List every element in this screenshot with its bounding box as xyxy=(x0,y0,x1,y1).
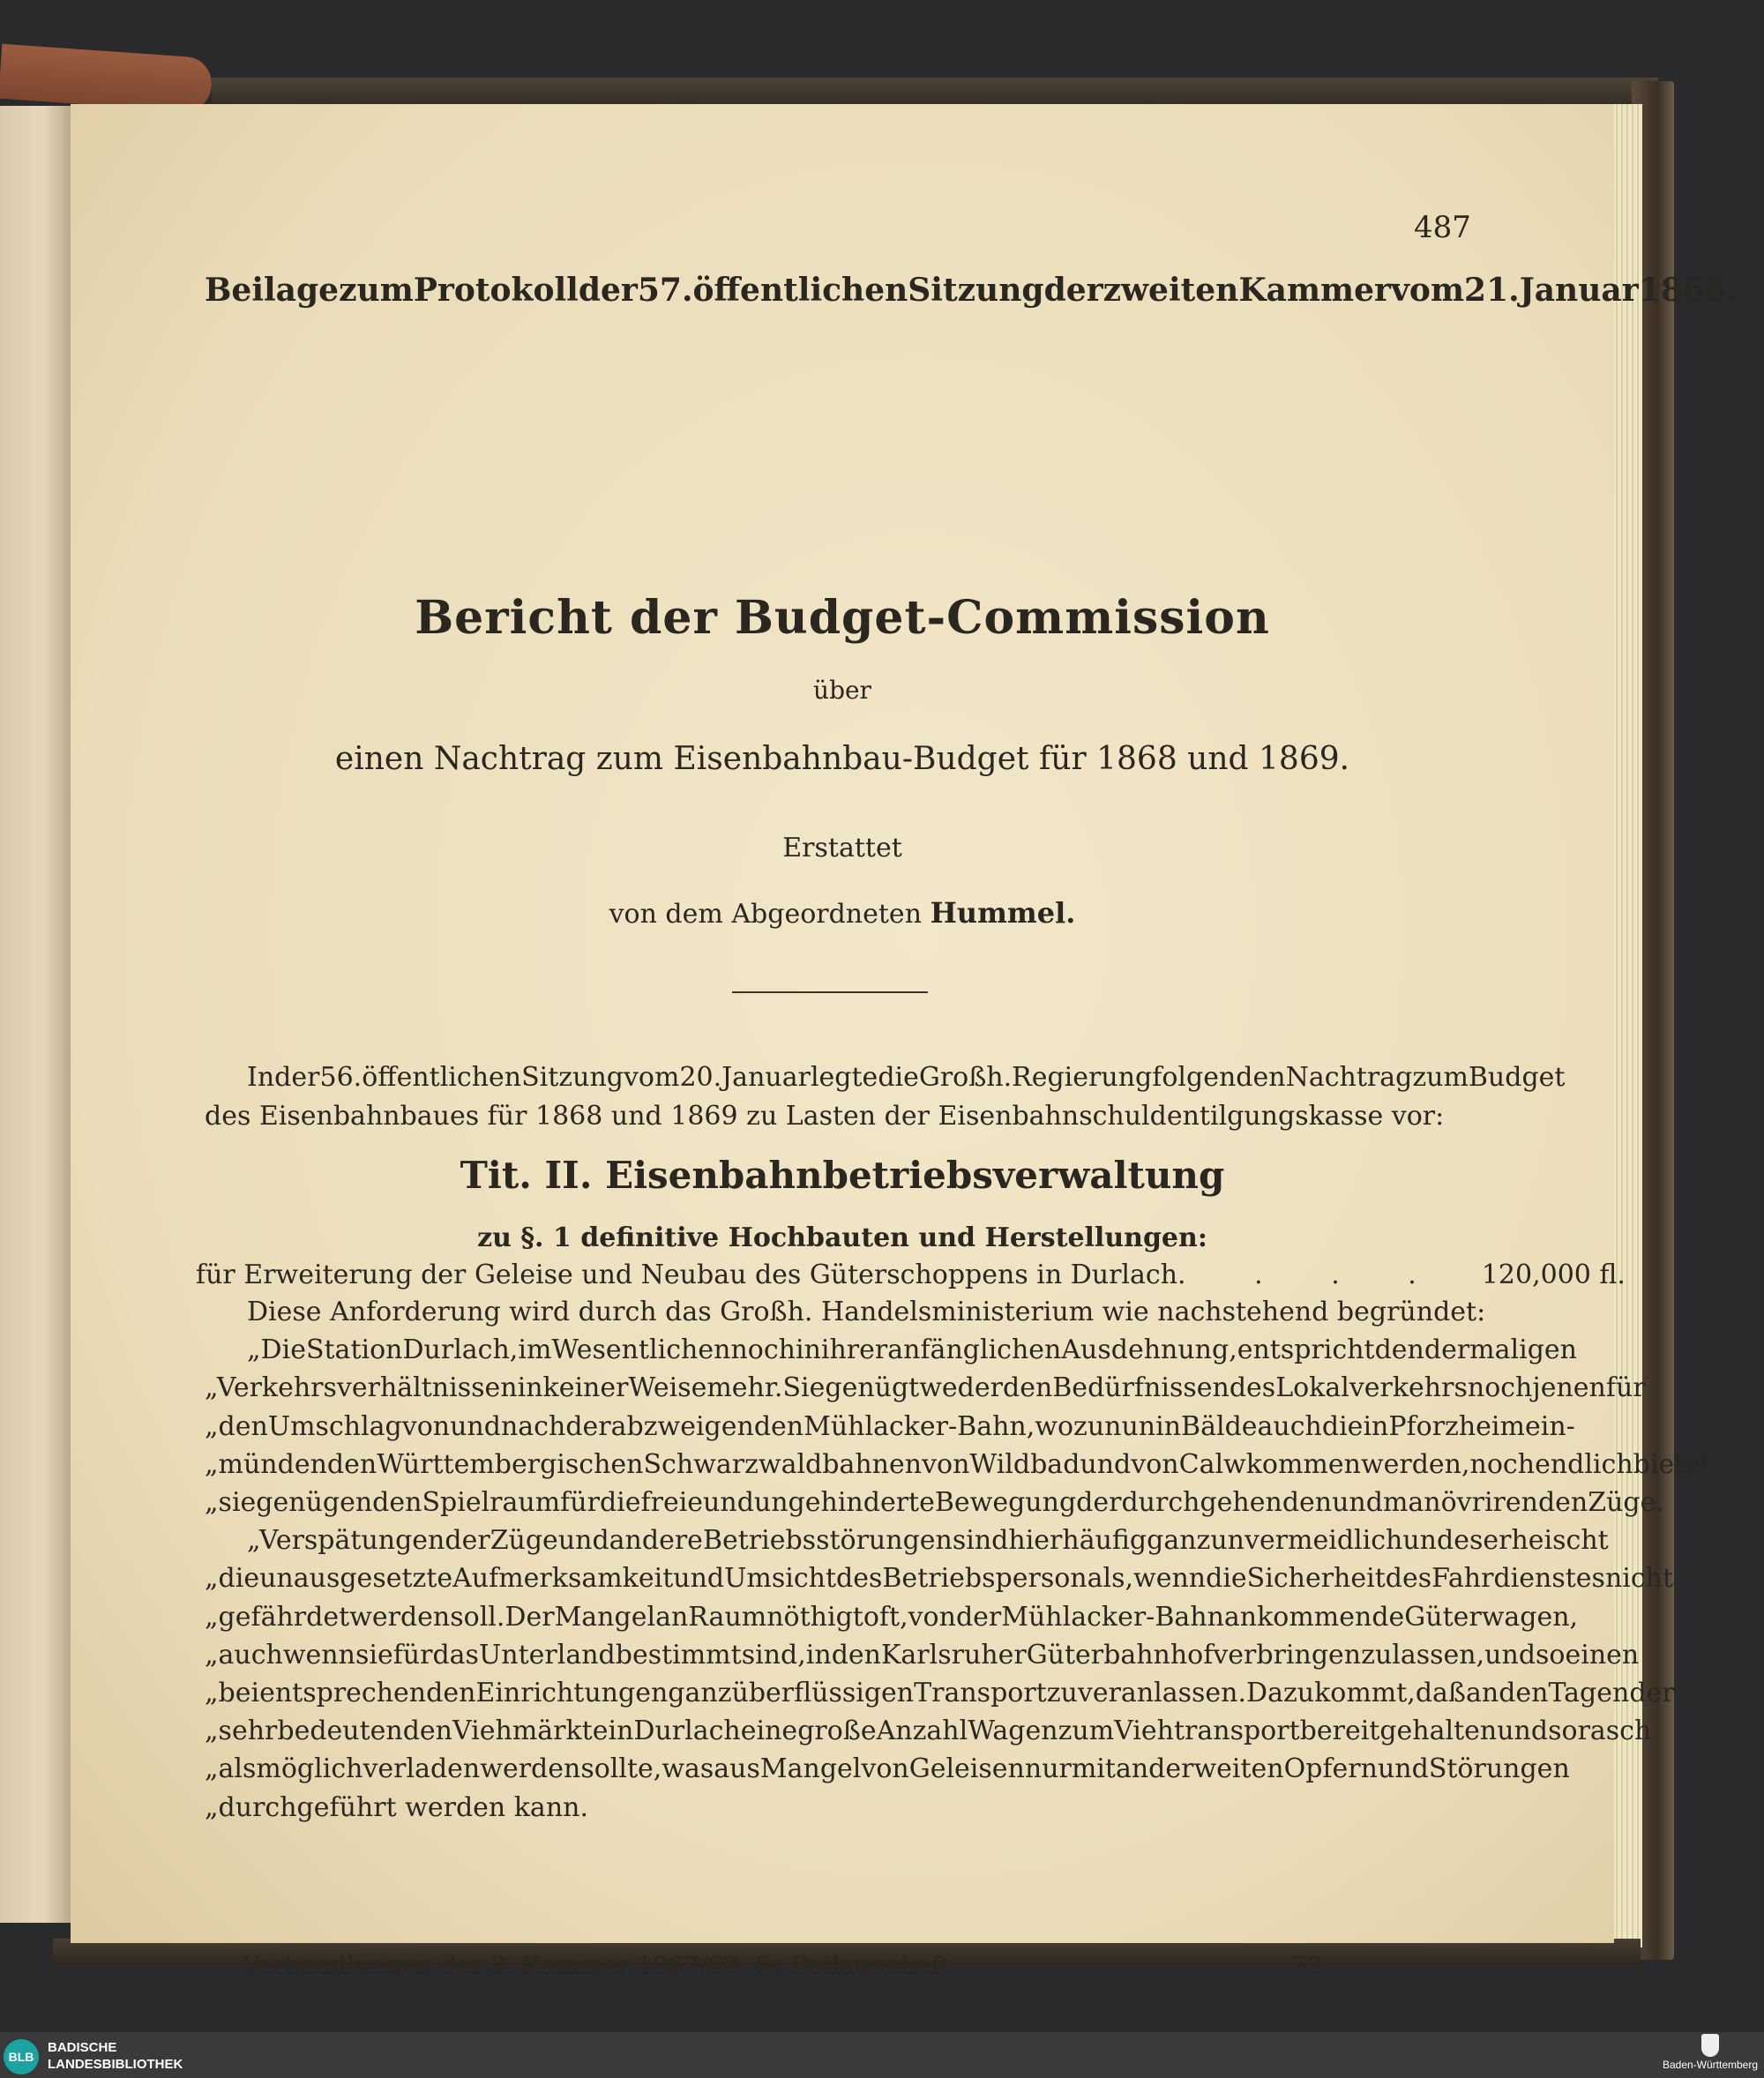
word: anderweiten xyxy=(1115,1753,1284,1785)
header-word: 57. xyxy=(637,272,693,309)
word: was xyxy=(662,1753,714,1785)
word: Geleisen xyxy=(908,1753,1025,1785)
line-text: des Eisenbahnbaues für 1868 und 1869 zu Lasten der Eisenbahnschuldentilgungskasse vor: xyxy=(205,1101,1445,1132)
word: 20. xyxy=(679,1062,722,1093)
word: „die xyxy=(205,1563,260,1595)
header-word: Beilage xyxy=(205,272,340,309)
word: Mangel xyxy=(554,1601,656,1633)
body-line xyxy=(247,1334,1577,1366)
word: „Die xyxy=(247,1334,306,1366)
body-line xyxy=(205,1372,1646,1404)
word: unausgesetzte xyxy=(259,1563,453,1595)
section-title: Tit. II. Eisenbahnbetriebsverwaltung xyxy=(460,1154,1225,1197)
intro-line-2 xyxy=(205,1101,1532,1132)
header-word: Januar xyxy=(1519,272,1639,309)
word: Württembergischen xyxy=(377,1448,644,1480)
word: zu xyxy=(1361,1639,1393,1671)
word: mit xyxy=(1071,1753,1116,1785)
word: zum xyxy=(1058,1715,1115,1747)
word: und xyxy=(450,1410,501,1442)
body-line xyxy=(205,1678,1675,1708)
body-line xyxy=(205,1410,1575,1442)
word: Durlach, xyxy=(402,1334,519,1366)
word: Wesentlichen xyxy=(551,1334,731,1366)
word: möglich xyxy=(256,1753,363,1785)
word: noch xyxy=(1467,1372,1533,1404)
word: „als xyxy=(205,1753,257,1785)
word: öffentlichen xyxy=(362,1062,522,1093)
word: nöthigt xyxy=(766,1601,863,1633)
word: legte xyxy=(810,1062,878,1093)
state-crest-icon xyxy=(1701,2034,1719,2057)
word: werden, xyxy=(1360,1448,1470,1480)
word: in xyxy=(805,1639,832,1671)
word: rasch xyxy=(1577,1715,1652,1747)
report-author-line xyxy=(71,896,1614,930)
word: von xyxy=(922,1448,970,1480)
word: von xyxy=(401,1410,451,1442)
word: Umschlag xyxy=(267,1410,402,1442)
word: verbringen xyxy=(1213,1639,1362,1671)
word: den xyxy=(831,1639,881,1671)
word: Unterland xyxy=(478,1639,616,1671)
word: Mühlacker-Bahn, xyxy=(804,1410,1035,1442)
word: „gefährdet xyxy=(205,1601,350,1633)
word: bereit xyxy=(1299,1715,1380,1747)
word: für xyxy=(392,1639,433,1671)
word: hier xyxy=(1008,1525,1063,1557)
item-dots: . . . . xyxy=(1177,1260,1446,1290)
word: anfänglichen xyxy=(887,1334,1062,1366)
word: Karlsruher xyxy=(880,1639,1027,1671)
word: Aufmerksamkeit xyxy=(452,1563,674,1595)
state-name: Baden-Württemberg xyxy=(1662,2059,1759,2071)
body-line xyxy=(205,1601,1579,1633)
line-text: Diese Anforderung wird durch das Großh. Handelsministerium wie nachstehend begründet: xyxy=(247,1297,1486,1327)
word: so xyxy=(1548,1715,1578,1747)
word: oft, xyxy=(863,1601,908,1633)
word: jenen xyxy=(1532,1372,1606,1404)
word: ihrer xyxy=(820,1334,888,1366)
word: Mangel xyxy=(759,1753,862,1785)
word: den xyxy=(1002,1372,1053,1404)
word: endlich xyxy=(1535,1448,1633,1480)
word: und xyxy=(703,1487,754,1518)
word: eine xyxy=(740,1715,798,1747)
word: Nachtrag xyxy=(1285,1062,1413,1093)
word: Ausdehnung, xyxy=(1061,1334,1237,1366)
word: kommt, xyxy=(1314,1678,1416,1708)
item-amount: 120,000 fl. xyxy=(1481,1260,1626,1290)
header-word: zum xyxy=(339,272,414,309)
intro-line-1 xyxy=(247,1062,1566,1093)
body-line xyxy=(247,1297,1532,1327)
word: nach xyxy=(500,1410,566,1442)
word: Züge xyxy=(490,1525,558,1557)
word: auch xyxy=(1257,1410,1322,1442)
word: nicht xyxy=(1604,1563,1674,1595)
word: „Verkehrsverhältnissen xyxy=(205,1372,518,1404)
word: für xyxy=(1605,1372,1646,1404)
word: in xyxy=(795,1334,821,1366)
report-subtitle: einen Nachtrag zum Eisenbahnbau-Budget für 1868 und 1869. xyxy=(334,741,1350,777)
word: Transport xyxy=(914,1678,1047,1708)
word: Betriebsstörungen xyxy=(702,1525,953,1557)
word: Station xyxy=(305,1334,403,1366)
word: kommen xyxy=(1245,1448,1361,1480)
word: daß xyxy=(1415,1678,1466,1708)
word: Budget xyxy=(1468,1062,1566,1093)
word: weder xyxy=(919,1372,1003,1404)
word: Sicherheit xyxy=(1246,1563,1386,1595)
library-name[interactable] xyxy=(48,2039,183,2073)
word: noch xyxy=(730,1334,796,1366)
word: werden xyxy=(349,1601,451,1633)
word: im xyxy=(518,1334,552,1366)
body-line xyxy=(205,1792,1532,1823)
word: werden xyxy=(480,1753,581,1785)
word: Fahrdienstes xyxy=(1431,1563,1605,1595)
word: und xyxy=(1080,1448,1132,1480)
section-subtitle: zu §. 1 definitive Hochbauten und Herstellungen: xyxy=(477,1222,1207,1253)
word: Anzahl xyxy=(876,1715,968,1747)
header-line xyxy=(205,272,1738,309)
word: „Verspätungen xyxy=(247,1525,445,1557)
word: Weise xyxy=(628,1372,707,1404)
word: ganz xyxy=(1147,1525,1211,1557)
body-line xyxy=(205,1448,1712,1480)
word: Der xyxy=(505,1601,555,1633)
word: Störungen xyxy=(1428,1753,1570,1785)
word: es xyxy=(1454,1525,1484,1557)
left-page-edge xyxy=(0,106,75,1923)
word: Bälde xyxy=(1181,1410,1258,1442)
word: des xyxy=(1229,1372,1276,1404)
word: und xyxy=(557,1525,609,1557)
word: ein- xyxy=(1524,1410,1575,1442)
word: Umsicht xyxy=(724,1563,837,1595)
word: manövrirenden xyxy=(1382,1487,1588,1518)
word: der xyxy=(955,1601,1002,1633)
word: Pforzheim xyxy=(1388,1410,1525,1442)
word: unvermeidlich xyxy=(1210,1525,1403,1557)
word: Großh. xyxy=(918,1062,1013,1093)
header-word: vom xyxy=(1391,272,1465,309)
word: Wagen xyxy=(968,1715,1058,1747)
item-label: für Erweiterung der Geleise und Neubau des Güterschoppens in Durlach xyxy=(196,1260,1178,1290)
word: in xyxy=(1363,1410,1389,1442)
body-line xyxy=(205,1715,1652,1747)
word: 56. xyxy=(319,1062,363,1093)
word: ungehinderte xyxy=(753,1487,935,1518)
word: Schwarzwaldbahnen xyxy=(643,1448,923,1480)
word: soll. xyxy=(450,1601,505,1633)
author-prefix: von dem Abgeordneten xyxy=(609,899,923,930)
line-text: „durchgeführt werden kann. xyxy=(205,1791,588,1823)
word: an xyxy=(1465,1678,1499,1708)
word: entsprechenden xyxy=(259,1678,476,1708)
word: und xyxy=(1332,1487,1383,1518)
word: ankommende xyxy=(1223,1601,1405,1633)
word: Viehtransport xyxy=(1114,1715,1300,1747)
word: der xyxy=(1629,1678,1675,1708)
word: der xyxy=(274,1062,320,1093)
word: „bei xyxy=(205,1678,260,1708)
word: die xyxy=(599,1487,641,1518)
word: noch xyxy=(1469,1448,1536,1480)
word: genügenden xyxy=(256,1487,422,1518)
word: so xyxy=(1536,1639,1566,1671)
word: erheischt xyxy=(1483,1525,1609,1557)
word: überflüssigen xyxy=(731,1678,915,1708)
word: die xyxy=(1321,1410,1364,1442)
word: genügt xyxy=(825,1372,920,1404)
word: wenn xyxy=(282,1639,355,1671)
word: Mühlacker-Bahn xyxy=(1001,1601,1224,1633)
header-word: Kammer xyxy=(1238,272,1392,309)
word: den xyxy=(1499,1678,1549,1708)
header-word: zweiten xyxy=(1102,272,1239,309)
word: den xyxy=(1374,1334,1424,1366)
header-word: Sitzung xyxy=(908,272,1044,309)
word: Viehmärkte xyxy=(452,1715,609,1747)
word: Bewegung xyxy=(934,1487,1077,1518)
body-line xyxy=(205,1753,1570,1785)
word: „den xyxy=(205,1410,268,1442)
word: wozu xyxy=(1035,1410,1105,1442)
budget-item xyxy=(196,1260,1626,1290)
library-name-line2: LANDESBIBLIOTHEK xyxy=(48,2057,183,2072)
word: bedeutenden xyxy=(277,1715,453,1747)
word: vom xyxy=(623,1062,680,1093)
word: sie xyxy=(355,1639,393,1671)
word: „sehr xyxy=(205,1715,278,1747)
word: lassen, xyxy=(1392,1639,1485,1671)
word: „sie xyxy=(205,1487,257,1518)
word: des xyxy=(1385,1563,1432,1595)
word: Lokalverkehrs xyxy=(1275,1372,1468,1404)
word: sollte, xyxy=(580,1753,662,1785)
word: Züge. xyxy=(1588,1487,1664,1518)
body-line xyxy=(205,1563,1674,1595)
word: Tagen xyxy=(1548,1678,1630,1708)
word: und xyxy=(673,1563,725,1595)
word: Betriebspersonals, xyxy=(882,1563,1134,1595)
word: wenn xyxy=(1133,1563,1207,1595)
word: des xyxy=(836,1563,883,1595)
word: in xyxy=(517,1372,543,1404)
word: verladen xyxy=(363,1753,481,1785)
report-title: Bericht der Budget-Commission xyxy=(415,591,1270,645)
word: nun xyxy=(1104,1410,1156,1442)
word: ganz xyxy=(668,1678,732,1708)
word: „mündenden xyxy=(205,1448,377,1480)
state-logo[interactable] xyxy=(1662,2034,1759,2076)
word: von xyxy=(908,1601,956,1633)
word: in xyxy=(1155,1410,1182,1442)
word: sind, xyxy=(741,1639,806,1671)
word: entspricht xyxy=(1237,1334,1375,1366)
report-ueber: über xyxy=(813,676,871,705)
word: das xyxy=(432,1639,479,1671)
word: dermaligen xyxy=(1424,1334,1577,1366)
word: andere xyxy=(609,1525,703,1557)
word: nur xyxy=(1024,1753,1072,1785)
word: folgenden xyxy=(1152,1062,1286,1093)
word: In xyxy=(247,1062,275,1093)
word: durchgehenden xyxy=(1121,1487,1333,1518)
footer-left: Verhandlungen der 2. Kammer 1867/68. 5s Beilagenheft. xyxy=(243,1951,959,1980)
word: freie xyxy=(640,1487,704,1518)
word: „auch xyxy=(205,1639,283,1671)
word: abzweigenden xyxy=(610,1410,804,1442)
divider-rule xyxy=(732,991,928,993)
footer-page-number: 73 xyxy=(1291,1951,1323,1980)
body-line xyxy=(247,1525,1609,1557)
word: Raum xyxy=(688,1601,767,1633)
word: Einrichtungen xyxy=(475,1678,669,1708)
word: und xyxy=(1402,1525,1454,1557)
report-erstattet: Erstattet xyxy=(782,833,902,863)
word: bestimmt xyxy=(615,1639,742,1671)
word: von xyxy=(1131,1448,1179,1480)
word: häufig xyxy=(1062,1525,1147,1557)
word: Wildbad xyxy=(969,1448,1080,1480)
header-word: 21. xyxy=(1464,272,1520,309)
word: in xyxy=(608,1715,634,1747)
word: bietet xyxy=(1633,1448,1712,1480)
word: die xyxy=(1206,1563,1247,1595)
blb-logo-icon[interactable]: BLB xyxy=(4,2039,39,2074)
header-word: der xyxy=(578,272,638,309)
word: Durlach xyxy=(633,1715,741,1747)
word: Sitzung xyxy=(521,1062,624,1093)
word: der xyxy=(565,1410,611,1442)
header-word: der xyxy=(1043,272,1103,309)
word: zum xyxy=(1412,1062,1469,1093)
word: Calw xyxy=(1178,1448,1246,1480)
document-page xyxy=(71,104,1738,1980)
word: Bedürfnissen xyxy=(1052,1372,1230,1404)
word: der xyxy=(445,1525,490,1557)
word: und xyxy=(1377,1753,1429,1785)
word: große xyxy=(797,1715,877,1747)
word: die xyxy=(878,1062,919,1093)
word: veranlassen. xyxy=(1077,1678,1247,1708)
page-number: 487 xyxy=(1414,210,1471,245)
header-word: 1868. xyxy=(1638,272,1738,309)
word: und xyxy=(1497,1715,1549,1747)
word: Januar xyxy=(721,1062,811,1093)
word: einen xyxy=(1565,1639,1640,1671)
word: aus xyxy=(714,1753,760,1785)
word: Opfern xyxy=(1283,1753,1378,1785)
word: an xyxy=(655,1601,689,1633)
author-name: Hummel. xyxy=(930,896,1076,930)
word: mehr. xyxy=(706,1372,783,1404)
body-line xyxy=(205,1639,1640,1671)
word: für xyxy=(560,1487,600,1518)
word: gehalten xyxy=(1379,1715,1498,1747)
library-name-line1: BADISCHE xyxy=(48,2040,117,2055)
word: Spielraum xyxy=(422,1487,561,1518)
word: der xyxy=(1076,1487,1122,1518)
header-word: Protokoll xyxy=(413,272,579,309)
word: Dazu xyxy=(1246,1678,1315,1708)
viewer-bottom-bar xyxy=(0,2032,1764,2078)
word: Sie xyxy=(782,1372,826,1404)
word: Regierung xyxy=(1012,1062,1153,1093)
word: Güterwagen, xyxy=(1404,1601,1579,1633)
body-line xyxy=(205,1487,1664,1518)
word: und xyxy=(1484,1639,1536,1671)
word: keiner xyxy=(542,1372,629,1404)
word: Güterbahnhof xyxy=(1026,1639,1214,1671)
word: sind xyxy=(952,1525,1009,1557)
word: von xyxy=(861,1753,909,1785)
header-word: öffentlichen xyxy=(692,272,908,309)
word: zu xyxy=(1046,1678,1078,1708)
